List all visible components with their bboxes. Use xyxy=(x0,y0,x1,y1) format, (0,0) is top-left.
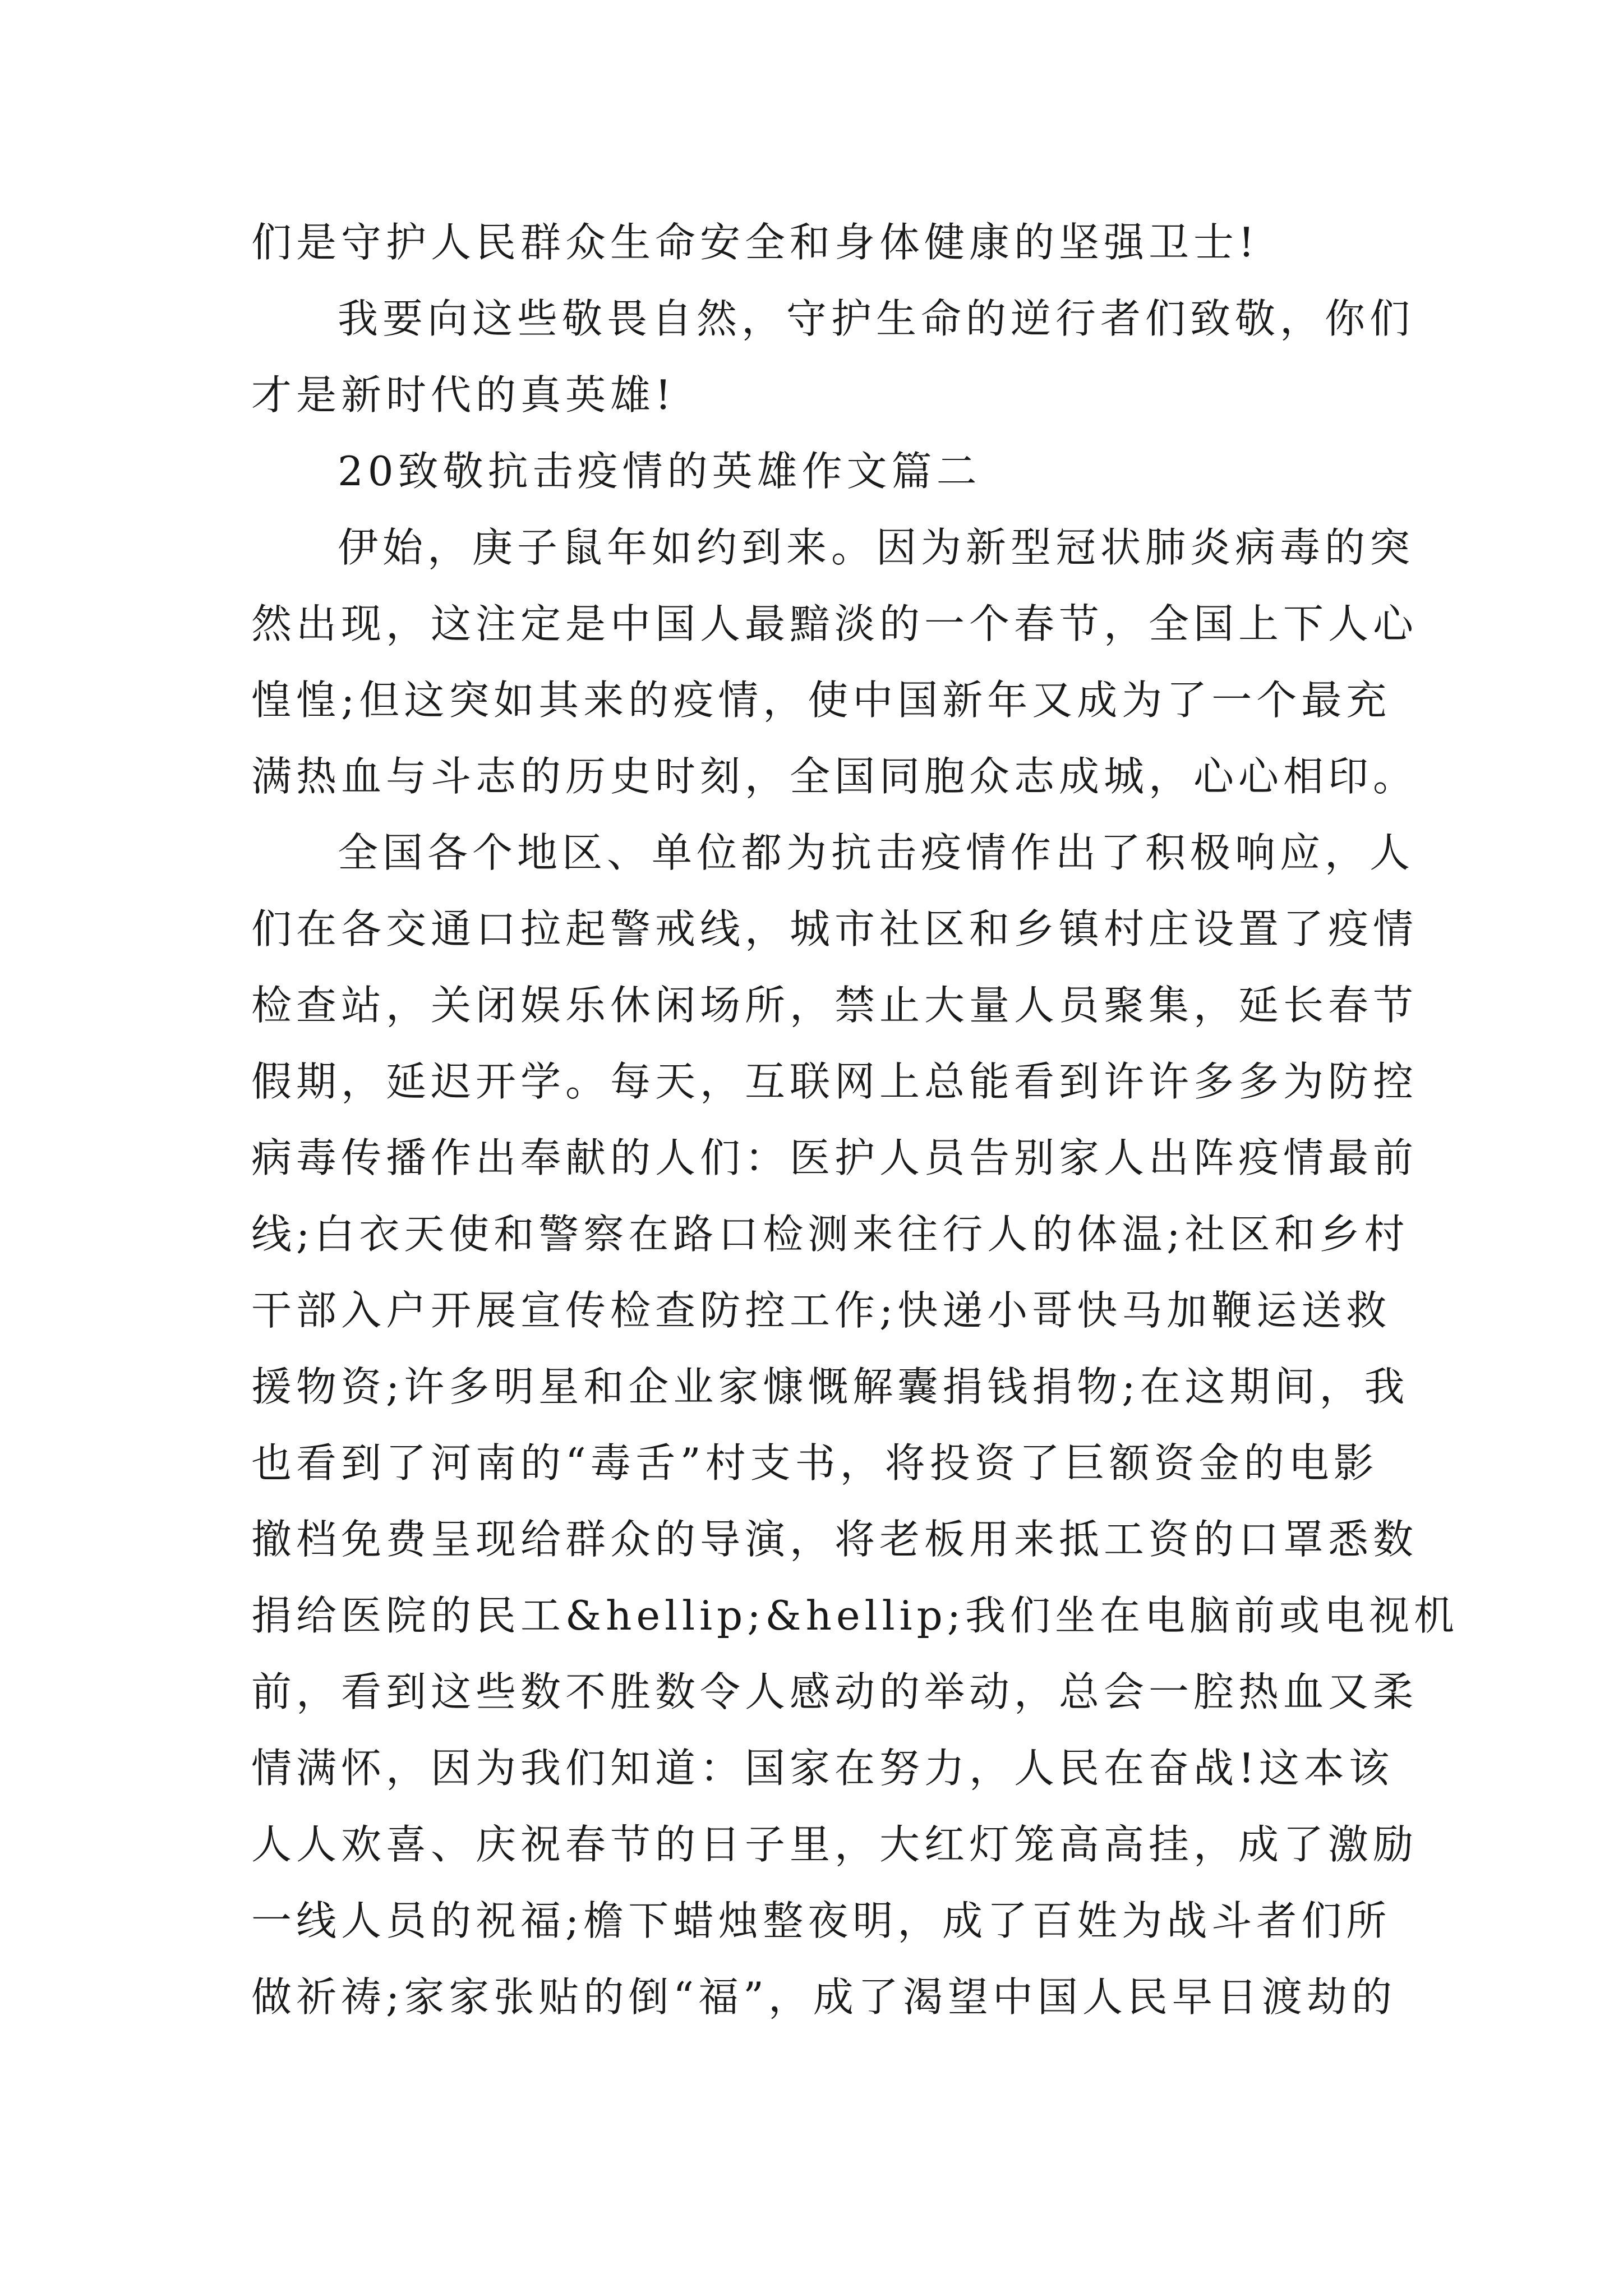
text-line: 病毒传播作出奉献的人们：医护人员告别家人出阵疫情最前 xyxy=(251,1134,1418,1181)
text-line: 捐给医院的民工&hellip;&hellip;我们坐在电脑前或电视机 xyxy=(251,1592,1459,1639)
text-line: 我要向这些敬畏自然，守护生命的逆行者们致敬，你们 xyxy=(338,295,1415,342)
text-line: 检查站，关闭娱乐休闲场所，禁止大量人员聚集，延长春节 xyxy=(251,982,1418,1029)
text-line: 情满怀，因为我们知道：国家在努力，人民在奋战!这本该 xyxy=(251,1745,1394,1792)
text-line: 干部入户开展宣传检查防控工作;快递小哥快马加鞭运送救 xyxy=(251,1287,1391,1334)
text-line: 假期，延迟开学。每天，互联网上总能看到许许多多为防控 xyxy=(251,1058,1418,1105)
text-line: 做祈祷;家家张贴的倒“福”，成了渴望中国人民早日渡劫的 xyxy=(251,1973,1396,2021)
text-line: 们在各交通口拉起警戒线，城市社区和乡镇村庄设置了疫情 xyxy=(251,905,1418,953)
text-line: 满热血与斗志的历史时刻，全国同胞众志成城，心心相印。 xyxy=(251,753,1418,800)
text-line: 线;白衣天使和警察在路口检测来往行人的体温;社区和乡村 xyxy=(251,1211,1409,1258)
section-heading: 20致敬抗击疫情的英雄作文篇二 xyxy=(338,448,981,495)
text-line: 援物资;许多明星和企业家慷慨解囊捐钱捐物;在这期间，我 xyxy=(251,1363,1409,1410)
text-line: 人人欢喜、庆祝春节的日子里，大红灯笼高高挂，成了激励 xyxy=(251,1821,1418,1868)
text-line: 全国各个地区、单位都为抗击疫情作出了积极响应，人 xyxy=(338,829,1415,876)
text-line: 撤档免费呈现给群众的导演，将老板用来抵工资的口罩悉数 xyxy=(251,1516,1418,1563)
text-line: 也看到了河南的“毒舌”村支书，将投资了巨额资金的电影 xyxy=(251,1439,1378,1487)
text-line: 惶惶;但这突如其来的疫情，使中国新年又成为了一个最充 xyxy=(251,677,1391,724)
text-line: 才是新时代的真英雄! xyxy=(251,371,676,418)
text-line: 前，看到这些数不胜数令人感动的举动，总会一腔热血又柔 xyxy=(251,1668,1418,1715)
text-line: 伊始，庚子鼠年如约到来。因为新型冠状肺炎病毒的突 xyxy=(338,524,1415,571)
text-line: 们是守护人民群众生命安全和身体健康的坚强卫士! xyxy=(251,219,1259,266)
text-line: 然出现，这注定是中国人最黯淡的一个春节，全国上下人心 xyxy=(251,600,1418,647)
text-line: 一线人员的祝福;檐下蜡烛整夜明，成了百姓为战斗者们所 xyxy=(251,1897,1391,1944)
